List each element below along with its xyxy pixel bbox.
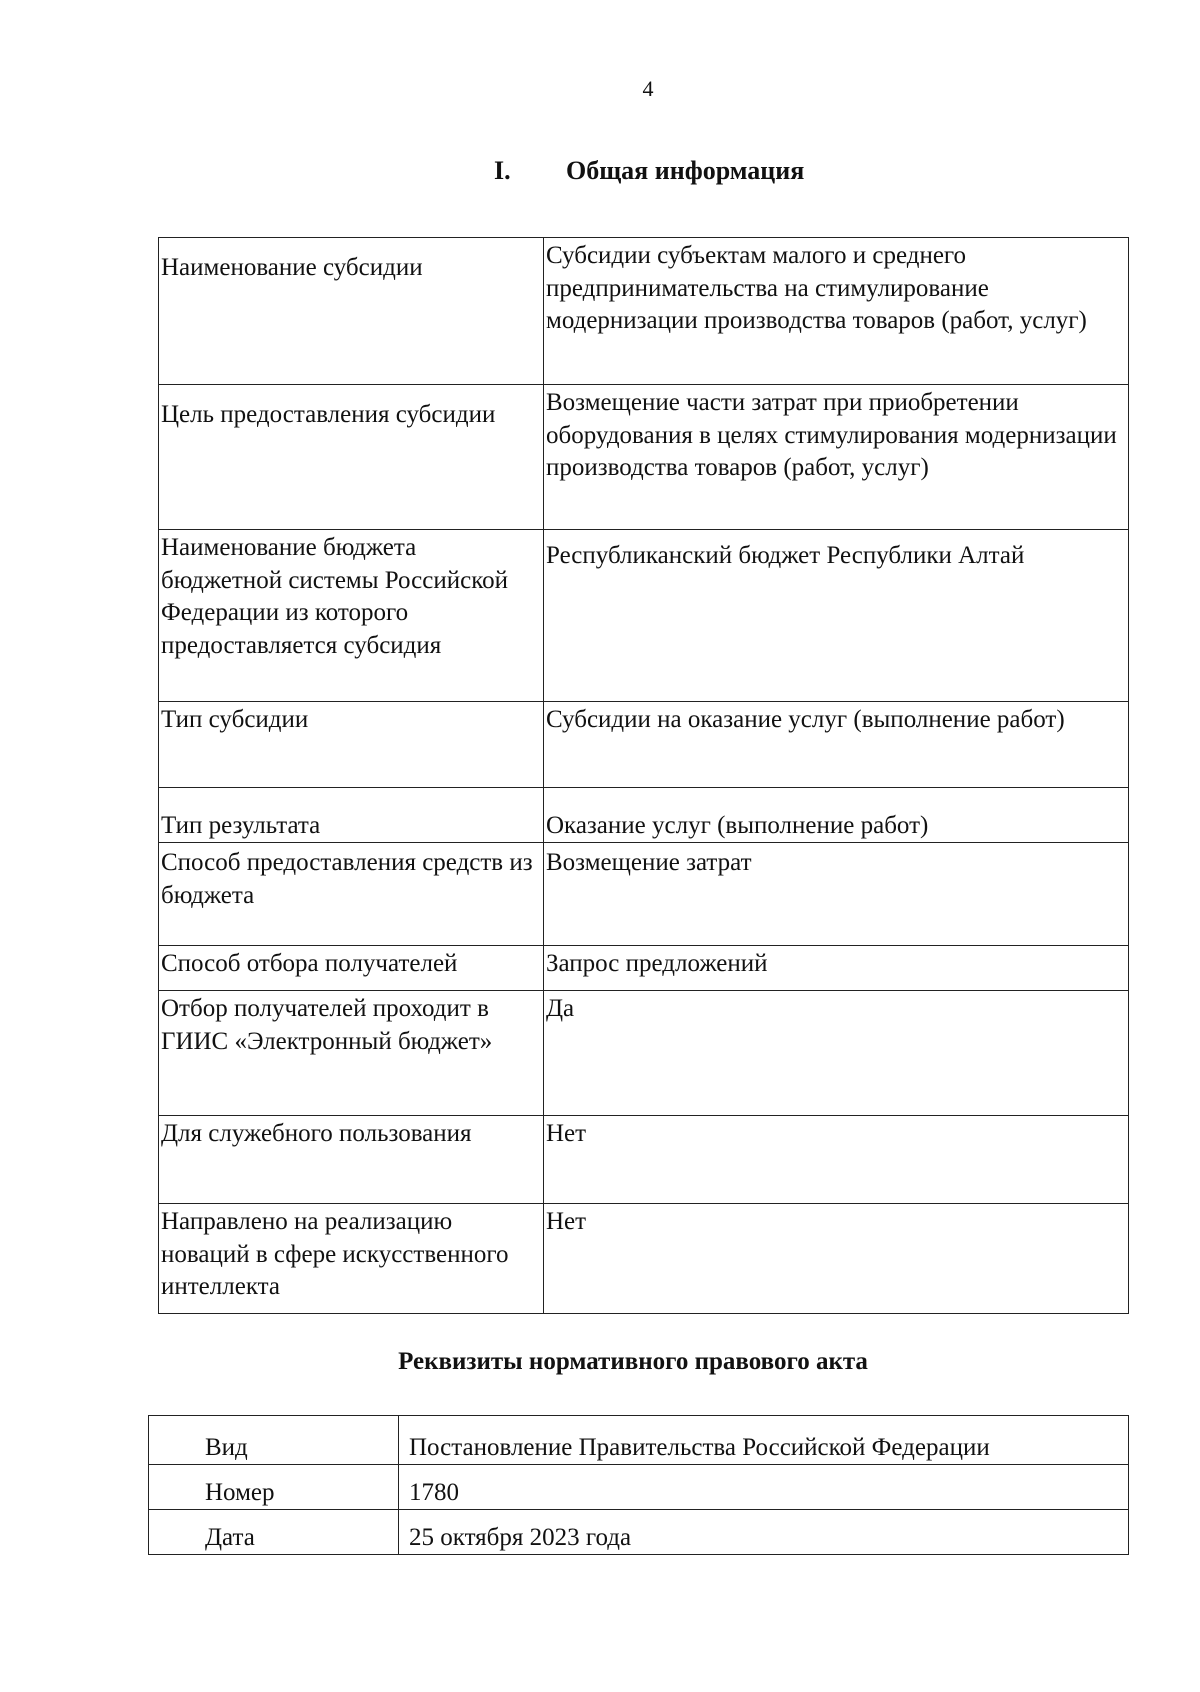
section-heading — [494, 156, 804, 186]
row-label: Способ отбора получателей — [159, 946, 544, 991]
row-label: Наименование субсидии — [159, 238, 544, 385]
row-value: Возмещение затрат — [544, 843, 1129, 946]
row-value: 1780 — [399, 1465, 1129, 1510]
row-value: 25 октября 2023 года — [399, 1510, 1129, 1555]
row-label: Дата — [149, 1510, 399, 1555]
table-row — [159, 702, 1129, 788]
table-row — [149, 1416, 1129, 1465]
row-value: Субсидии субъектам малого и среднего предпринимательства на стимулирование модернизации производства товаров (работ, услуг) — [544, 238, 1129, 385]
act-requisites-table — [148, 1415, 1129, 1555]
row-label: Наименование бюджета бюджетной системы Российской Федерации из которого предоставляется субсидия — [159, 530, 544, 702]
row-value: Возмещение части затрат при приобретении оборудования в целях стимулирования модернизации производства товаров (работ, услуг) — [544, 385, 1129, 530]
row-value: Запрос предложений — [544, 946, 1129, 991]
row-label: Направлено на реализацию новаций в сфере искусственного интеллекта — [159, 1204, 544, 1314]
row-value: Постановление Правительства Российской Федерации — [399, 1416, 1129, 1465]
row-label: Вид — [149, 1416, 399, 1465]
row-value: Оказание услуг (выполнение работ) — [544, 788, 1129, 843]
section-number: I. — [494, 156, 511, 185]
table-row — [159, 843, 1129, 946]
table-row — [159, 991, 1129, 1116]
table-row — [149, 1465, 1129, 1510]
row-label: Способ предоставления средств из бюджета — [159, 843, 544, 946]
row-value: Нет — [544, 1204, 1129, 1314]
general-info-table — [158, 237, 1129, 1314]
row-value: Да — [544, 991, 1129, 1116]
row-value: Субсидии на оказание услуг (выполнение работ) — [544, 702, 1129, 788]
act-requisites-heading: Реквизиты нормативного правового акта — [398, 1348, 868, 1375]
row-label: Цель предоставления субсидии — [159, 385, 544, 530]
table-row — [159, 238, 1129, 385]
table-row — [159, 1204, 1129, 1314]
table-row — [159, 788, 1129, 843]
row-label: Тип результата — [159, 788, 544, 843]
row-label: Тип субсидии — [159, 702, 544, 788]
row-label: Отбор получателей проходит в ГИИС «Электронный бюджет» — [159, 991, 544, 1116]
table-row — [159, 530, 1129, 702]
row-value: Республиканский бюджет Республики Алтай — [544, 530, 1129, 702]
table-row — [159, 385, 1129, 530]
table-row — [159, 946, 1129, 991]
page-number: 4 — [642, 76, 654, 101]
section-title: Общая информация — [566, 156, 805, 185]
row-value: Нет — [544, 1116, 1129, 1204]
row-label: Номер — [149, 1465, 399, 1510]
table-row — [149, 1510, 1129, 1555]
table-row — [159, 1116, 1129, 1204]
row-label: Для служебного пользования — [159, 1116, 544, 1204]
